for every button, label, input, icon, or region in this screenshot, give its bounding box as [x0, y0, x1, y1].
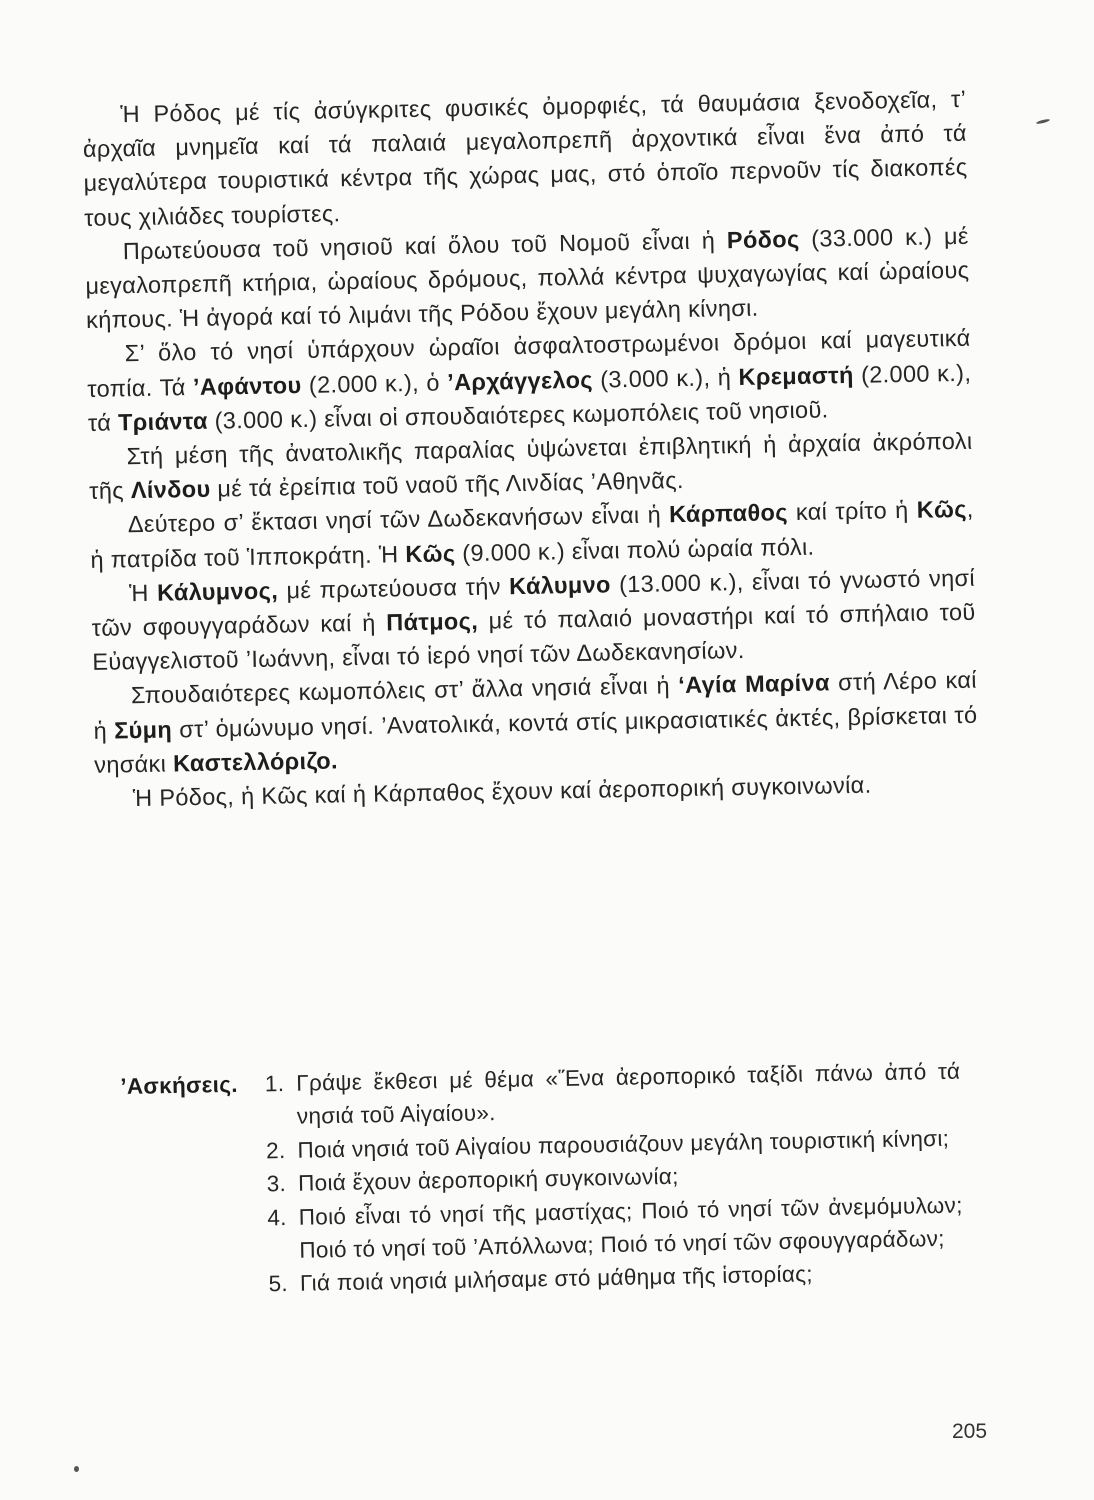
text-run: στή Λέρο καί ἡ	[93, 667, 978, 744]
bold-place-name: Τριάντα	[117, 407, 208, 436]
exercise-text: Ποιά ἔχουν ἀεροπορική συγκοινωνία;	[297, 1164, 679, 1196]
text-run: Δεύτερο σ’ ἔκτασι νησί τῶν Δωδεκανήσων εἶναι ἡ	[127, 501, 670, 538]
bold-place-name: Κάλυμνο	[508, 571, 611, 600]
exercise-number: 5.	[268, 1271, 289, 1297]
text-run: (13.000 κ.), εἶναι τό γνωστό νησί τῶν σφουγγαράδων καί ἡ	[91, 564, 976, 641]
exercise-indent	[122, 1201, 251, 1270]
exercises-section	[120, 1055, 964, 1304]
text-run: (9.000 κ.) εἶναι πολύ ὡραία πόλι.	[455, 533, 815, 566]
text-run: μέ τά ἐρείπια τοῦ ναοῦ τῆς Λινδίας ’Αθηνᾶς.	[210, 467, 685, 502]
text-run: Σ’ ὅλο τό νησί ὑπάρχουν ὡραῖοι ἀσφαλτοστρωμένοι δρόμοι καί μαγευτικά τοπία. Τά	[87, 325, 971, 402]
bold-place-name: Πάτμος,	[386, 607, 479, 636]
text-run: Πρωτεύουσα τοῦ νησιοῦ καί ὅλου τοῦ Νομοῦ εἶναι ἡ	[122, 227, 728, 265]
paragraph-rhodes-towns	[86, 321, 972, 440]
exercise-indent	[124, 1268, 253, 1304]
bold-place-name: Κρεμαστή	[738, 361, 854, 390]
bold-place-name: Κάλυμνος,	[156, 577, 279, 606]
exercise-indent	[122, 1168, 251, 1204]
text-run: (2.000 κ.), τά	[87, 359, 972, 436]
bold-place-name: Λίνδου	[130, 475, 211, 504]
exercise-number: 3.	[266, 1171, 287, 1197]
text-run: Ἡ	[128, 579, 158, 607]
paragraph-other-islands	[93, 663, 979, 782]
text-run: στ’ ὁμώνυμο νησί. ’Ανατολικά, κοντά στίς μικρασιατικές ἀκτές, βρίσκεται τό νησάκι	[93, 701, 978, 778]
exercise-text: Ποιό εἶναι τό νησί τῆς μαστίχας; Ποιό τό νησί τῶν ἀνεμόμυλων; Ποιό τό νησί τοῦ ’Απόλλωνα; Ποιό τό νησί τῶν σφουγγαράδων;	[298, 1192, 963, 1263]
text-run: καί τρίτο ἡ	[787, 497, 917, 526]
bold-place-name: ’Αρχάγγελος	[446, 366, 594, 395]
scan-speck	[74, 1466, 79, 1472]
exercise-indent	[121, 1134, 250, 1170]
text-run: Στή μέση τῆς ἀνατολικῆς παραλίας ὑψώνεται ἐπιβλητική ἡ ἀρχαία ἀκρόπολι τῆς	[88, 427, 973, 505]
text-run: , ἡ πατρίδα τοῦ Ἱπποκράτη. Ἡ	[90, 496, 974, 573]
exercise-number: 4.	[267, 1204, 287, 1230]
bold-place-name: Κῶς	[916, 496, 968, 524]
text-run: (33.000 κ.) μέ μεγαλοπρεπῆ κτήρια, ὡραίους δρόμους, πολλά κέντρα ψυχαγωγίας καί ὡραίους κήπους. Ἡ ἀγορά καί τό λιμάνι τῆς Ρόδου ἔχουν μεγάλη κίνησι.	[85, 222, 970, 334]
bold-place-name: Κάρπαθος	[668, 499, 788, 528]
text-run: (3.000 κ.), ἡ	[592, 363, 739, 393]
exercises-heading: ’Ασκήσεις.	[120, 1071, 238, 1099]
bold-place-name: Ρόδος	[726, 225, 800, 254]
text-run: μέ τό παλαιό μοναστήρι καί τό σπήλαιο τοῦ Εὐαγγελιστοῦ ’Ιωάννη, εἶναι τό ἱερό νησί τῶν Δωδεκανησίων.	[92, 598, 976, 676]
body-text	[82, 82, 979, 816]
bold-place-name: ’Αφάντου	[192, 371, 302, 400]
paragraph-rhodes-intro	[82, 82, 968, 235]
exercise-number: 1.	[264, 1070, 285, 1097]
paragraph-rhodes-capital	[85, 219, 971, 338]
bold-place-name: ‘Αγία Μαρίνα	[678, 669, 830, 699]
bold-place-name: Σύμη	[113, 716, 173, 744]
text-run: (3.000 κ.) εἶναι οἱ σπουδαιότερες κωμοπόλεις τοῦ νησιοῦ.	[207, 396, 829, 434]
exercise-text: Γιά ποιά νησιά μιλήσαμε στό μάθημα τῆς ἱστορίας;	[299, 1261, 814, 1297]
text-run: Ἡ Ρόδος, ἡ Κῶς καί ἡ Κάρπαθος ἔχουν καί ἀεροπορική συγκοινωνία.	[132, 771, 872, 812]
text-run: μέ πρωτεύουσα τήν	[277, 573, 510, 604]
exercise-text: Ποιά νησιά τοῦ Αἰγαίου παρουσιάζουν μεγάλη τουριστική κίνησι;	[297, 1125, 950, 1163]
paragraph-kalymnos-patmos	[91, 561, 977, 680]
bold-place-name: Καστελλόριζο.	[172, 747, 339, 777]
exercise-number: 2.	[265, 1137, 286, 1164]
text-run: Σπουδαιότερες κωμοπόλεις στ’ ἄλλα νησιά εἶναι ἡ	[130, 672, 679, 709]
text-run: Ἡ Ρόδος μέ τίς ἀσύγκριτες φυσικές ὀμορφιές, τά θαυμάσια ξενοδοχεῖα, τ’ ἀρχαῖα μνημεῖα καί τά παλαιά μεγαλοπρεπῆ ἀρχοντικά εἶναι ἕνα ἀπό τά μεγαλύτερα τουριστικά κέντρα τῆς χώρας μας, στό ὁποῖο περνοῦν τίς διακοπές τους χιλιάδες τουρίστες.	[82, 85, 968, 231]
text-run: (2.000 κ.), ὁ	[301, 368, 448, 398]
bold-place-name: Κῶς	[405, 539, 456, 567]
scan-speck	[1036, 118, 1050, 124]
exercise-text: Γράψε ἔκθεσι μέ θέμα «Ἕνα ἀεροπορικό ταξίδι πάνω ἀπό τά νησιά τοῦ Αἰγαίου».	[296, 1058, 961, 1130]
page-number: 205	[952, 1420, 988, 1443]
